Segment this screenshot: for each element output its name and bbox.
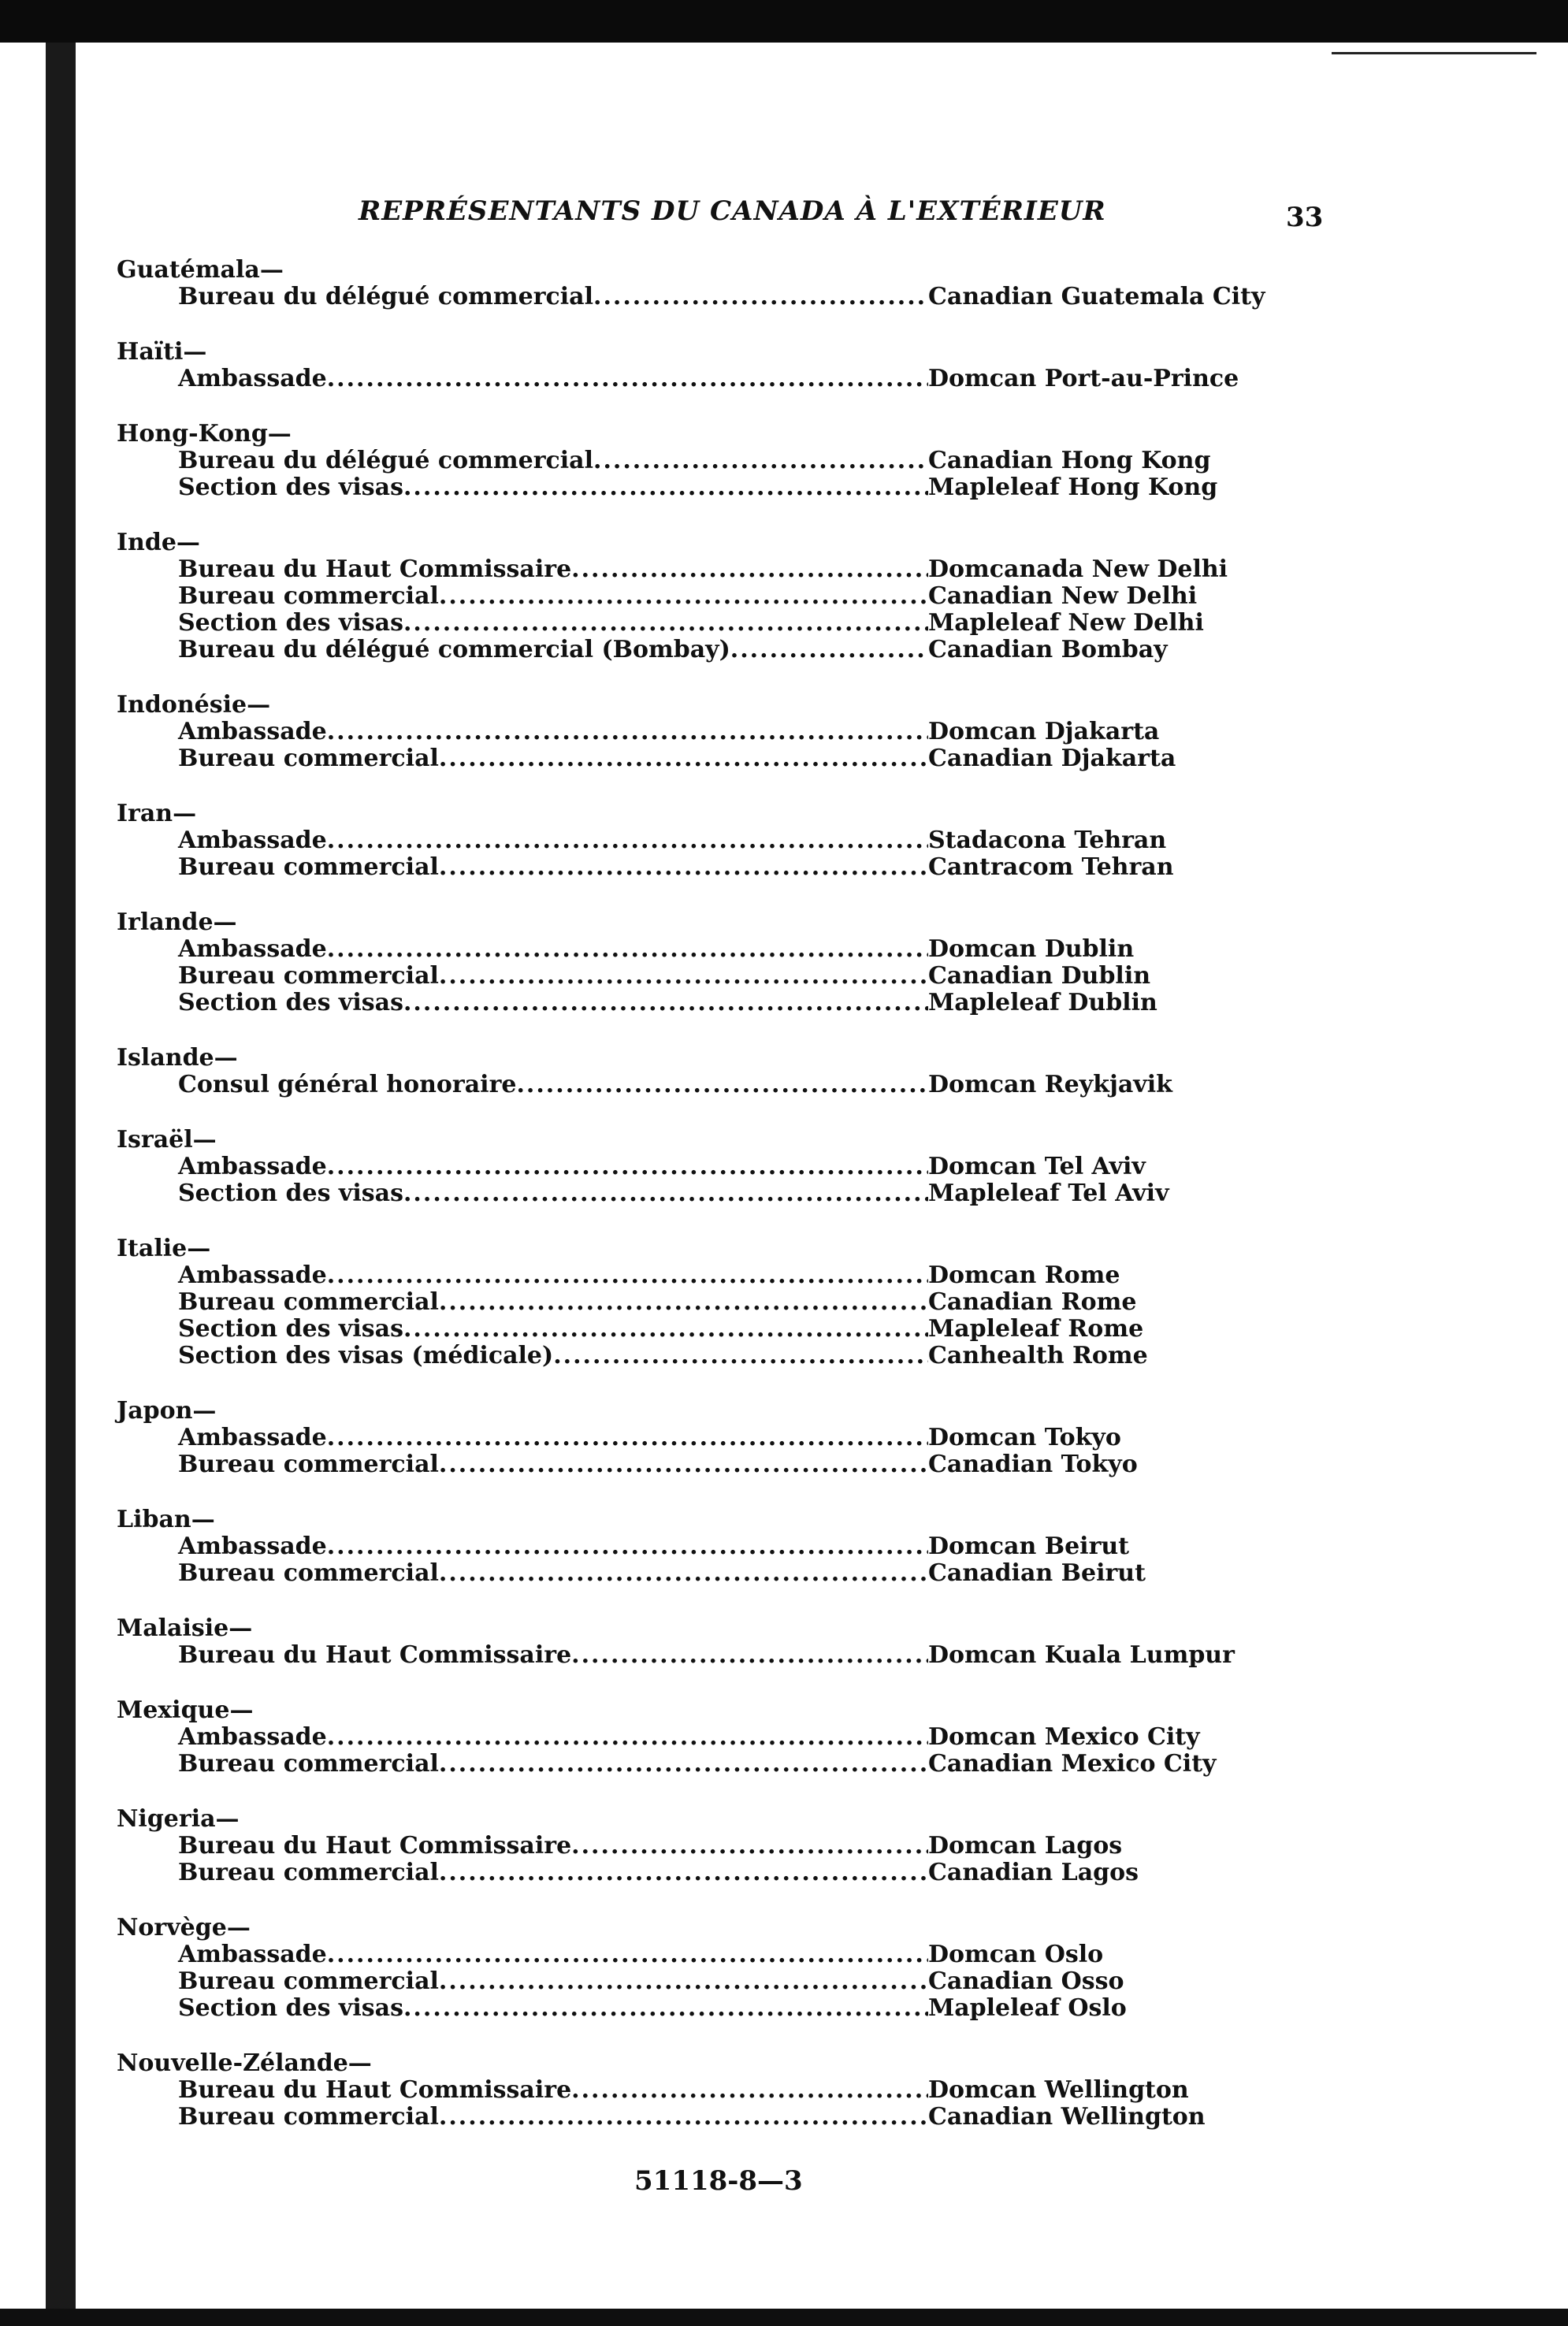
dot-leader — [327, 936, 928, 963]
country-block — [117, 421, 1251, 501]
entry-telegraphic-address: Canadian Djakarta — [928, 745, 1176, 772]
entry-telegraphic-address: Domcan Tel Aviv — [928, 1153, 1146, 1180]
entry-label: Bureau du délégué commercial — [178, 283, 594, 310]
dot-leader — [327, 827, 928, 854]
entry-telegraphic-address: Canadian Hong Kong — [928, 447, 1211, 474]
dot-leader — [439, 1860, 928, 1886]
entry-label: Section des visas — [178, 1315, 403, 1343]
country-block — [117, 801, 1251, 881]
entry-row — [117, 1860, 1251, 1886]
entry-telegraphic-address: Domcan Tokyo — [928, 1424, 1121, 1451]
country-name: Inde— — [117, 529, 200, 556]
entry-row — [117, 1180, 1251, 1207]
entry-telegraphic-address: Mapleleaf Rome — [928, 1315, 1144, 1343]
country-block — [117, 692, 1251, 772]
scan-top-border — [0, 0, 1568, 43]
entry-row — [117, 719, 1251, 745]
entry-label: Bureau commercial — [178, 1750, 439, 1778]
entry-label: Bureau du Haut Commissaire — [178, 1832, 572, 1860]
entry-label: Section des visas — [178, 989, 403, 1016]
country-block — [117, 1615, 1251, 1669]
dot-leader — [403, 610, 928, 637]
country-block — [117, 1045, 1251, 1098]
country-name: Liban— — [117, 1506, 215, 1533]
country-name: Islande— — [117, 1044, 238, 1072]
entry-row — [117, 1316, 1251, 1343]
country-block — [117, 1915, 1251, 2022]
entry-telegraphic-address: Domcan Rome — [928, 1261, 1120, 1289]
entry-telegraphic-address: Mapleleaf Hong Kong — [928, 474, 1218, 501]
dot-leader — [730, 637, 928, 663]
entry-telegraphic-address: Canadian Wellington — [928, 2103, 1206, 2131]
entry-telegraphic-address: Mapleleaf Dublin — [928, 989, 1157, 1016]
dot-leader — [571, 556, 928, 583]
entry-row — [117, 366, 1251, 392]
dot-leader — [327, 1262, 928, 1289]
entry-telegraphic-address: Canhealth Rome — [928, 1342, 1148, 1369]
entry-label: Section des visas — [178, 609, 403, 637]
entry-row — [117, 745, 1251, 772]
entry-telegraphic-address: Mapleleaf Tel Aviv — [928, 1180, 1169, 1207]
entry-telegraphic-address: Canadian Mexico City — [928, 1750, 1217, 1778]
entry-label: Bureau commercial — [178, 962, 439, 990]
entry-label: Bureau du délégué commercial — [178, 447, 594, 474]
entry-row — [117, 963, 1251, 990]
entry-row — [117, 1343, 1251, 1369]
entry-label: Section des visas — [178, 1994, 403, 2022]
scan-edge-line — [1332, 52, 1536, 54]
entry-row — [117, 1833, 1251, 1860]
footer-code: 51118-8—3 — [634, 2165, 803, 2197]
entry-telegraphic-address: Cantracom Tehran — [928, 853, 1174, 881]
country-block — [117, 909, 1251, 1016]
page-title: REPRÉSENTANTS DU CANADA À L'EXTÉRIEUR — [359, 195, 1106, 227]
entry-row — [117, 556, 1251, 583]
entry-telegraphic-address: Canadian Guatemala City — [928, 283, 1265, 310]
scan-left-border — [46, 43, 76, 2326]
entry-telegraphic-address: Mapleleaf New Delhi — [928, 609, 1204, 637]
entry-label: Section des visas — [178, 1180, 403, 1207]
country-name: Guatémala— — [117, 256, 284, 284]
entry-telegraphic-address: Canadian New Delhi — [928, 582, 1198, 610]
entry-telegraphic-address: Canadian Rome — [928, 1288, 1137, 1316]
entry-row — [117, 854, 1251, 881]
dot-leader — [403, 474, 928, 501]
entry-label: Bureau commercial — [178, 745, 439, 772]
country-name: Iran— — [117, 800, 197, 827]
entry-telegraphic-address: Canadian Beirut — [928, 1559, 1146, 1587]
entry-label: Bureau commercial — [178, 1859, 439, 1886]
dot-leader — [439, 2104, 928, 2131]
entry-telegraphic-address: Domcan Beirut — [928, 1533, 1130, 1560]
dot-leader — [593, 284, 928, 310]
entry-row — [117, 1072, 1251, 1098]
dot-leader — [403, 1316, 928, 1343]
entry-label: Bureau du Haut Commissaire — [178, 2076, 572, 2104]
dot-leader — [439, 745, 928, 772]
country-listing — [117, 256, 1265, 2159]
entry-row — [117, 1751, 1251, 1778]
dot-leader — [439, 963, 928, 990]
entry-row — [117, 474, 1251, 501]
entry-telegraphic-address: Mapleleaf Oslo — [928, 1994, 1127, 2022]
dot-leader — [439, 583, 928, 610]
entry-row — [117, 637, 1251, 663]
country-name: Nouvelle-Zélande— — [117, 2049, 372, 2077]
country-block — [117, 1697, 1251, 1778]
entry-label: Bureau du Haut Commissaire — [178, 555, 572, 583]
dot-leader — [439, 1560, 928, 1587]
dot-leader — [439, 1968, 928, 1995]
entry-telegraphic-address: Domcan Oslo — [928, 1941, 1104, 1968]
entry-telegraphic-address: Domcan Wellington — [928, 2076, 1189, 2104]
entry-row — [117, 610, 1251, 637]
entry-telegraphic-address: Domcan Lagos — [928, 1832, 1123, 1860]
entry-label: Bureau commercial — [178, 1559, 439, 1587]
entry-telegraphic-address: Canadian Osso — [928, 1967, 1124, 1995]
country-name: Malaisie— — [117, 1614, 253, 1642]
entry-label: Ambassade — [178, 718, 327, 745]
country-block — [117, 256, 1265, 310]
dot-leader — [327, 1425, 928, 1451]
entry-telegraphic-address: Canadian Bombay — [928, 636, 1168, 663]
dot-leader — [327, 1724, 928, 1751]
scan-bottom-border — [0, 2309, 1568, 2326]
entry-label: Ambassade — [178, 1723, 327, 1751]
country-name: Indonésie— — [117, 691, 271, 719]
entry-telegraphic-address: Domcanada New Delhi — [928, 555, 1228, 583]
entry-label: Bureau du Haut Commissaire — [178, 1641, 572, 1669]
entry-label: Ambassade — [178, 1941, 327, 1968]
entry-label: Ambassade — [178, 365, 327, 392]
entry-telegraphic-address: Domcan Dublin — [928, 935, 1135, 963]
entry-label: Bureau commercial — [178, 2103, 439, 2131]
entry-row — [117, 1262, 1251, 1289]
country-name: Italie— — [117, 1235, 211, 1262]
entry-label: Bureau commercial — [178, 1451, 439, 1478]
entry-row — [117, 2077, 1251, 2104]
country-block — [117, 2050, 1251, 2131]
dot-leader — [327, 1533, 928, 1560]
dot-leader — [327, 1941, 928, 1968]
country-block — [117, 1398, 1251, 1478]
country-name: Irlande— — [117, 908, 237, 936]
dot-leader — [327, 366, 928, 392]
entry-telegraphic-address: Domcan Port-au-Prince — [928, 365, 1239, 392]
entry-row — [117, 583, 1251, 610]
entry-row — [117, 1995, 1251, 2022]
entry-row — [117, 1560, 1251, 1587]
entry-label: Bureau commercial — [178, 1288, 439, 1316]
country-name: Hong-Kong— — [117, 420, 292, 448]
entry-telegraphic-address: Domcan Reykjavik — [928, 1071, 1172, 1098]
entry-row — [117, 1968, 1251, 1995]
entry-label: Ambassade — [178, 1424, 327, 1451]
entry-telegraphic-address: Canadian Tokyo — [928, 1451, 1138, 1478]
entry-telegraphic-address: Stadacona Tehran — [928, 827, 1167, 854]
country-block — [117, 1507, 1251, 1587]
entry-label: Consul général honoraire — [178, 1071, 517, 1098]
country-name: Japon— — [117, 1397, 217, 1425]
entry-row — [117, 1154, 1251, 1180]
entry-row — [117, 990, 1251, 1016]
dot-leader — [439, 1289, 928, 1316]
dot-leader — [439, 1751, 928, 1778]
entry-label: Bureau commercial — [178, 853, 439, 881]
country-name: Haïti— — [117, 338, 207, 366]
entry-telegraphic-address: Domcan Mexico City — [928, 1723, 1200, 1751]
dot-leader — [327, 719, 928, 745]
entry-row — [117, 1289, 1251, 1316]
country-block — [117, 1127, 1251, 1207]
entry-row — [117, 1642, 1251, 1669]
entry-row — [117, 448, 1251, 474]
dot-leader — [571, 1642, 928, 1669]
entry-label: Ambassade — [178, 935, 327, 963]
entry-telegraphic-address: Canadian Dublin — [928, 962, 1151, 990]
dot-leader — [403, 1995, 928, 2022]
dot-leader — [593, 448, 928, 474]
entry-row — [117, 936, 1251, 963]
entry-row — [117, 1451, 1251, 1478]
country-block — [117, 529, 1251, 663]
page-number: 33 — [1286, 202, 1324, 233]
dot-leader — [516, 1072, 928, 1098]
entry-label: Ambassade — [178, 1261, 327, 1289]
entry-label: Bureau commercial — [178, 582, 439, 610]
dot-leader — [403, 1180, 928, 1207]
entry-row — [117, 1941, 1251, 1968]
country-name: Nigeria— — [117, 1805, 240, 1833]
entry-row — [117, 1724, 1251, 1751]
country-block — [117, 1235, 1251, 1369]
dot-leader — [439, 1451, 928, 1478]
dot-leader — [571, 1833, 928, 1860]
entry-label: Ambassade — [178, 1533, 327, 1560]
country-block — [117, 339, 1251, 392]
dot-leader — [553, 1343, 928, 1369]
entry-row — [117, 283, 1265, 310]
entry-row — [117, 827, 1251, 854]
country-name: Israël— — [117, 1126, 217, 1154]
entry-telegraphic-address: Domcan Djakarta — [928, 718, 1160, 745]
entry-row — [117, 2104, 1251, 2131]
entry-label: Section des visas — [178, 474, 403, 501]
dot-leader — [403, 990, 928, 1016]
entry-telegraphic-address: Domcan Kuala Lumpur — [928, 1641, 1235, 1669]
country-name: Mexique— — [117, 1696, 254, 1724]
entry-label: Bureau commercial — [178, 1967, 439, 1995]
country-name: Norvège— — [117, 1914, 251, 1941]
dot-leader — [439, 854, 928, 881]
entry-label: Ambassade — [178, 1153, 327, 1180]
entry-row — [117, 1533, 1251, 1560]
country-block — [117, 1806, 1251, 1886]
entry-row — [117, 1425, 1251, 1451]
dot-leader — [327, 1154, 928, 1180]
entry-label: Section des visas (médicale) — [178, 1342, 554, 1369]
entry-label: Bureau du délégué commercial (Bombay) — [178, 636, 730, 663]
dot-leader — [571, 2077, 928, 2104]
entry-label: Ambassade — [178, 827, 327, 854]
entry-telegraphic-address: Canadian Lagos — [928, 1859, 1139, 1886]
